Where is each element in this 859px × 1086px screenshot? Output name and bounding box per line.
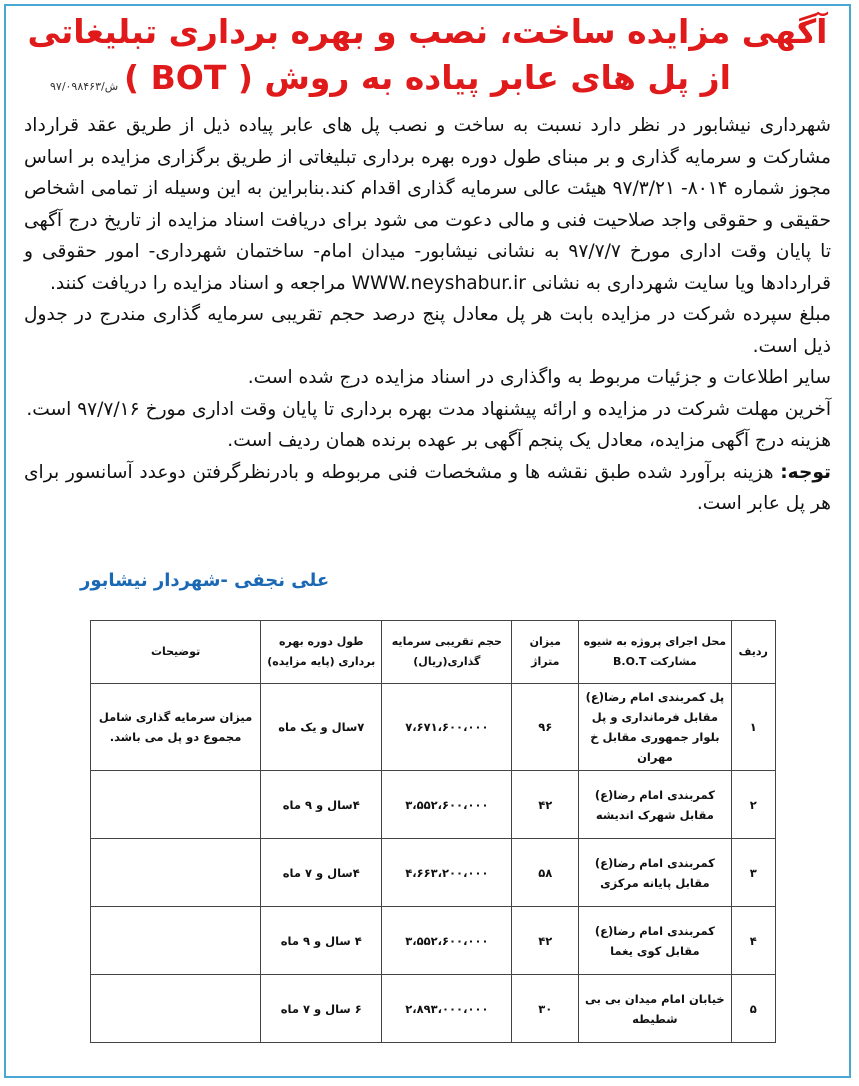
cell-investment: ۴،۶۶۳،۲۰۰،۰۰۰ (382, 839, 512, 907)
cell-area: ۴۲ (512, 907, 579, 975)
cell-investment: ۳،۵۵۲،۶۰۰،۰۰۰ (382, 907, 512, 975)
notice-frame (4, 4, 851, 1078)
cell-investment: ۷،۶۷۱،۶۰۰،۰۰۰ (382, 684, 512, 771)
table-row (91, 771, 776, 839)
cell-description (91, 839, 261, 907)
note-text: هزینه برآورد شده طبق نقشه ها و مشخصات فنی مربوطه و بادرنظرگرفتن دوعدد آسانسور برای هر پل عابر است. (24, 461, 831, 514)
paragraph-main: شهرداری نیشابور در نظر دارد نسبت به ساخت و نصب پل های عابر پیاده ذیل از طریق عقد قرارداد مشارکت و سرمایه گذاری و بر مبنای طول دوره بهره برداری تبلیغاتی از طریق برگزاری مزایده بر اساس مجوز شماره ۸۰۱۴- ۹۷/۳/۲۱ هیئت عالی سرمایه گذاری اقدام کند.بنابراین به این وسیله از تمامی اشخاص حقیقی و حقوقی واجد صلاحیت فنی و مالی دعوت می شود برای دریافت اسناد مزایده از تاریخ درج آگهی تا پایان وقت اداری مورخ ۹۷/۷/۷ به نشانی نیشابور- میدان امام- ساختمان شهرداری- امور حقوقی و قراردادها ویا سایت شهرداری به نشانی WWW.neyshabur.ir مراجعه و اسناد مزایده را دریافت کنند. (24, 115, 832, 294)
cell-duration: ۴سال و ۷ ماه (261, 839, 382, 907)
table-header-row (91, 621, 776, 684)
cell-row-number: ۴ (731, 907, 776, 975)
cell-area: ۵۸ (512, 839, 579, 907)
cell-location: خیابان امام میدان بی بی شطیطه (579, 975, 731, 1043)
cell-investment: ۲،۸۹۳،۰۰۰،۰۰۰ (382, 975, 512, 1043)
header-location: محل اجرای پروژه به شیوه مشارکت B.O.T (579, 621, 731, 684)
signature: علی نجفی -شهردار نیشابور (80, 570, 330, 591)
notice-body (24, 110, 831, 520)
paragraph-deadline: آخرین مهلت شرکت در مزایده و ارائه پیشنهاد مدت بهره برداری تا پایان وقت اداری مورخ ۹۷/۷/۱۶ است. (26, 398, 831, 420)
notice-title-line1: آگهی مزایده ساخت، نصب و بهره برداری تبلیغاتی (27, 12, 828, 51)
cell-location: کمربندی امام رضا(ع) مقابل شهرک اندیشه (579, 771, 731, 839)
cell-row-number: ۵ (731, 975, 776, 1043)
table-row (91, 684, 776, 771)
projects-table (90, 620, 776, 1043)
table-row (91, 839, 776, 907)
cell-description (91, 771, 261, 839)
cell-duration: ۴ سال و ۹ ماه (261, 907, 382, 975)
reference-number: ۹۷/۰۹۸۴۶۳/ش (50, 80, 119, 93)
cell-area: ۹۶ (512, 684, 579, 771)
cell-area: ۳۰ (512, 975, 579, 1043)
cell-area: ۴۲ (512, 771, 579, 839)
cell-duration: ۶ سال و ۷ ماه (261, 975, 382, 1043)
cell-description (91, 907, 261, 975)
header-area: میزان متراژ (512, 621, 579, 684)
cell-location: پل کمربندی امام رضا(ع) مقابل فرمانداری و پل بلوار جمهوری مقابل خ مهران (579, 684, 731, 771)
cell-duration: ۷سال و یک ماه (261, 684, 382, 771)
header-duration: طول دوره بهره برداری (پایه مزایده) (261, 621, 382, 684)
paragraph-deposit: مبلغ سپرده شرکت در مزایده بابت هر پل معادل پنج درصد حجم تقریبی سرمایه گذاری مندرج در جدول ذیل است. (24, 304, 831, 357)
header-row-number: ردیف (731, 621, 776, 684)
cell-duration: ۴سال و ۹ ماه (261, 771, 382, 839)
paragraph-details: سایر اطلاعات و جزئیات مربوط به واگذاری در اسناد مزایده درج شده است. (247, 367, 831, 388)
header-investment: حجم تقریبی سرمایه گذاری(ریال) (382, 621, 512, 684)
note-label: توجه: (780, 461, 831, 483)
cell-location: کمربندی امام رضا(ع) مقابل پایانه مرکزی (579, 839, 731, 907)
table-row (91, 975, 776, 1043)
cell-description (91, 975, 261, 1043)
cell-description: میزان سرمایه گذاری شامل مجموع دو پل می باشد. (91, 684, 261, 771)
cell-location: کمربندی امام رضا(ع) مقابل کوی یغما (579, 907, 731, 975)
cell-row-number: ۳ (731, 839, 776, 907)
notice-title-line2: از پل های عابر پیاده به روش ( BOT ) (124, 58, 731, 97)
paragraph-note (24, 457, 831, 520)
table-row (91, 907, 776, 975)
cell-row-number: ۲ (731, 771, 776, 839)
paragraph-ad-cost: هزینه درج آگهی مزایده، معادل یک پنجم آگهی بر عهده برنده همان ردیف است. (227, 430, 831, 451)
cell-investment: ۳،۵۵۲،۶۰۰،۰۰۰ (382, 771, 512, 839)
header-description: توضیحات (91, 621, 261, 684)
cell-row-number: ۱ (731, 684, 776, 771)
